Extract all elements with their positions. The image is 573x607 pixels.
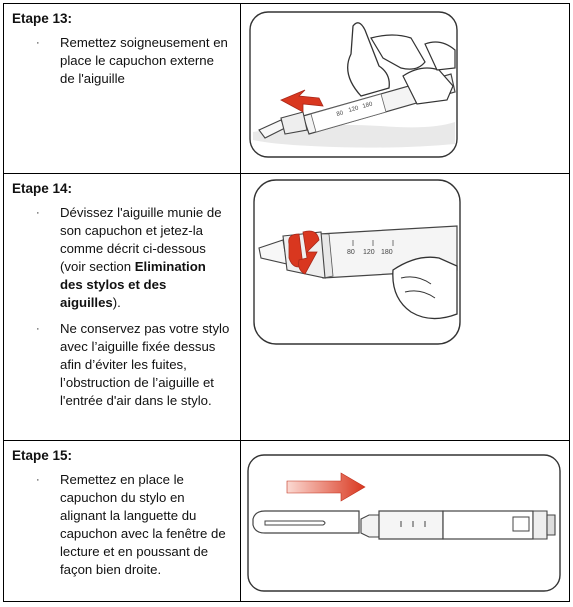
step-15-bullet-1 [4, 471, 240, 579]
step-15-row [4, 441, 570, 602]
step-15-illustration [241, 441, 569, 600]
step-15-bullet-1-text: Remettez en place le capuchon du stylo en alignant la languette du capuchon avec la fenêtre de lecture et en poussant de façon bien droite. [60, 472, 226, 577]
step-14-scale-120: 120 [363, 249, 375, 256]
step-13-bullets [4, 34, 240, 88]
bullet-marker: · [36, 207, 40, 219]
step-14-row [4, 174, 570, 441]
step-14-bullet-2 [4, 320, 240, 410]
step-14-bullet-1-bold: Elimination des stylos et des aiguilles [60, 259, 206, 310]
step-15-image-cell [241, 441, 570, 602]
bullet-marker: · [36, 323, 40, 335]
step-14-text-cell [4, 174, 241, 441]
step-15-text-cell [4, 441, 241, 602]
step-13-image-cell [241, 4, 570, 174]
step-13-row [4, 4, 570, 174]
step-13-bullet-1-text: Remettez soigneusement en place le capuchon externe de l'aiguille [60, 35, 228, 86]
step-14-scale-80: 80 [347, 249, 355, 256]
step-13-bullet-1 [4, 34, 240, 88]
step-13-scale-120: 120 [347, 105, 360, 114]
bullet-marker: · [36, 474, 40, 486]
step-13-text-cell [4, 4, 241, 174]
step-13-title: Etape 13: [12, 11, 73, 26]
step-14-bullet-2-text: Ne conservez pas votre stylo avec l’aiguille fixée dessus afin d’éviter les fuites, l’obstruction de l’aiguille et l'entrée d'air dans le stylo. [60, 321, 230, 408]
step-13-illustration [241, 4, 569, 172]
step-15-title: Etape 15: [12, 448, 73, 463]
step-14-scale-180: 180 [381, 249, 393, 256]
step-14-illustration [241, 174, 569, 439]
step-14-bullet-1 [4, 204, 240, 312]
step-14-bullet-1-before: Dévissez l'aiguille munie de son capuchon et jetez-la comme décrit ci-dessous (voir section [60, 205, 222, 274]
instruction-table [3, 3, 570, 602]
step-14-bullets [4, 204, 240, 410]
step-13-scale-80: 80 [335, 110, 344, 118]
step-13-scale-180: 180 [361, 101, 374, 110]
step-14-bullet-1-after: ). [112, 295, 121, 310]
step-14-image-cell [241, 174, 570, 441]
step-14-title: Etape 14: [12, 181, 73, 196]
bullet-marker: · [36, 37, 40, 49]
step-15-bullets [4, 471, 240, 579]
